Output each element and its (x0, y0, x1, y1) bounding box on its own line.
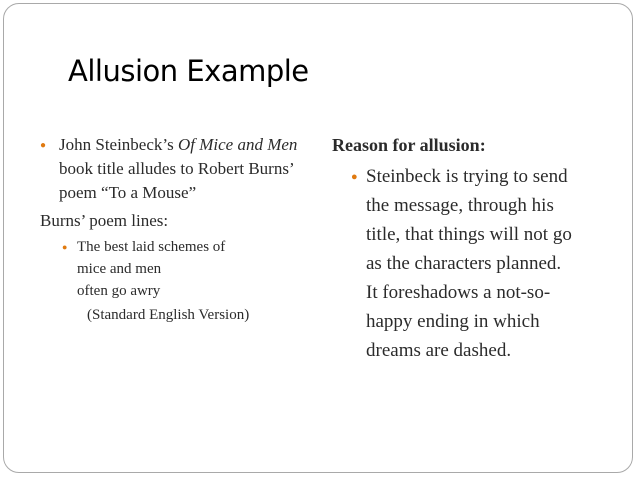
bullet-text-end: book title alludes to Robert Burns’ poem “To a Mouse” (59, 159, 294, 202)
poem-line: The best laid schemes of (77, 239, 226, 255)
poem-line: often go awry (77, 283, 161, 299)
orange-bullet-icon: ● (62, 242, 68, 252)
reason-line: Steinbeck is trying to send (366, 166, 568, 187)
reason-line: It foreshadows a not-so- (366, 282, 551, 303)
version-note: (Standard English Version) (87, 307, 250, 323)
reason-line: happy ending in which (366, 311, 540, 332)
book-title: Of Mice and Men (178, 135, 298, 154)
reason-line: dreams are dashed. (366, 340, 512, 361)
right-column (332, 133, 617, 365)
reason-heading: Reason for allusion: (332, 135, 486, 155)
reason-bullet (332, 162, 617, 365)
left-column (40, 133, 310, 326)
orange-bullet-icon: ● (351, 171, 358, 183)
reason-line: as the characters planned. (366, 253, 562, 274)
orange-bullet-icon: ● (40, 140, 47, 151)
steinbeck-bullet (40, 133, 310, 205)
poem-line: mice and men (77, 261, 162, 277)
poem-bullet (40, 236, 310, 326)
reason-line: the message, through his (366, 195, 554, 216)
reason-line: title, that things will not go (366, 224, 572, 245)
poem-heading: Burns’ poem lines: (40, 211, 169, 230)
slide-title: Allusion Example (68, 54, 309, 88)
bullet-text-start: John Steinbeck’s (59, 135, 178, 154)
